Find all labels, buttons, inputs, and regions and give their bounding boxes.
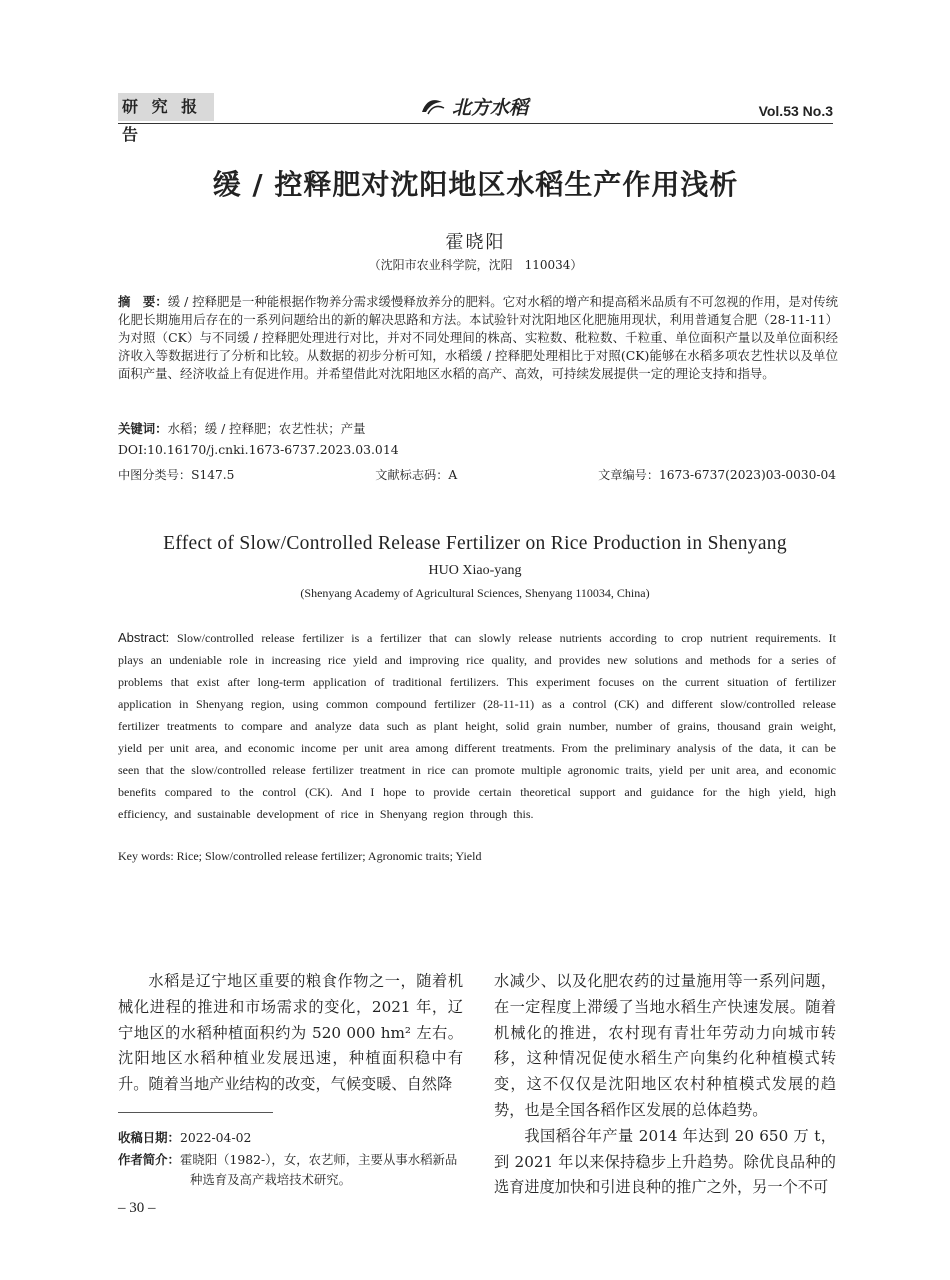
document-code: 文献标志码：A bbox=[375, 468, 458, 482]
keywords-zh bbox=[118, 419, 365, 437]
body-left-column bbox=[118, 969, 463, 1098]
article-number: 文章编号：1673-6737(2023)03-0030-04 bbox=[598, 468, 836, 482]
journal-logo bbox=[420, 94, 528, 118]
rice-logo-icon bbox=[420, 96, 446, 116]
header-rule bbox=[118, 123, 833, 124]
abstract-zh-text: 缓 / 控释肥是一种能根据作物养分需求缓慢释放养分的肥料。它对水稻的增产和提高稻米品质有不可忽视的作用，是对传统化肥长期施用后存在的一系列问题给出的新的解决思路和方法。本试验针对沈阳地区化肥施用现状，利用普通复合肥（28-11-11）为对照（CK）与不同缓 / 控释肥处理进行对比，并对不同处理间的株高、实粒数、秕粒数、千粒重、单位面积产量以及单位面积经济收入等数据进行了分析和比较。从数据的初步分析可知，水稻缓 / 控释肥处理相比于对照(CK)能够在水稻多项农艺性状以及单位面积产量、经济收益上有促进作用。并希望借此对沈阳地区水稻的高产、高效，可持续发展提供一定的理论支持和指导。 bbox=[118, 294, 838, 381]
paper-title-zh: 缓 / 控释肥对沈阳地区水稻生产作用浅析 bbox=[212, 168, 739, 201]
body-paragraph: 我国稻谷年产量 2014 年达到 20 650 万 t，到 2021 年以来保持稳步上升趋势。除优良品种的选育进度加快和引进良种的推广之外，另一个不可 bbox=[494, 1126, 836, 1197]
author-en: HUO Xiao-yang bbox=[428, 563, 522, 578]
doi: DOI:10.16170/j.cnki.1673-6737.2023.03.014 bbox=[118, 442, 399, 457]
footnote-rule bbox=[118, 1112, 273, 1113]
bio-label: 作者简介： bbox=[118, 1152, 180, 1167]
keywords-zh-text: 水稻；缓 / 控释肥；农艺性状；产量 bbox=[167, 421, 366, 436]
paper-title-en: Effect of Slow/Controlled Release Fertilizer on Rice Production in Shenyang bbox=[163, 533, 787, 554]
affiliation-en: (Shenyang Academy of Agricultural Sciences, Shenyang 110034, China) bbox=[300, 586, 650, 600]
abstract-en bbox=[118, 627, 836, 825]
body-paragraph: 水减少、以及化肥农药的过量施用等一系列问题，在一定程度上滞缓了当地水稻生产快速发展。随着机械化的推进，农村现有青壮年劳动力向城市转移，这种情况促使水稻生产向集约化种植模式转变，这不仅仅是沈阳地区农村种植模式发展的趋势，也是全国各稻作区发展的总体趋势。 bbox=[494, 972, 836, 1119]
bio-text: 霍晓阳（1982-），女，农艺师，主要从事水稻新品种选育及高产栽培技术研究。 bbox=[179, 1152, 458, 1187]
keywords-zh-label: 关键词： bbox=[118, 421, 168, 436]
received-date: 2022-04-02 bbox=[179, 1130, 252, 1145]
clc-number: 中图分类号：S147.5 bbox=[118, 468, 235, 482]
journal-name: 北方水稻 bbox=[452, 96, 529, 119]
abstract-zh bbox=[118, 293, 838, 383]
abstract-en-text: Slow/controlled release fertilizer is a fertilizer that can slowly release nutrients according to crop nutrient requirements. It plays an undeniable role in increasing rice yield and improving rice quality, and provides new solutions and methods for a series of problems that exist after long-term application of traditional fertilizers. This experiment focuses on the current situation of fertilizer application in Shenyang region, using common compound fertilizer (28-11-11) as a control (CK) and different slow/controlled release fertilizer treatments to compare and analyze data such as plant height, solid grain number, number of grains, thousand grain weight, yield per unit area, and economic income per unit area among different treatments. From the preliminary analysis of the data, it can be seen that the slow/controlled release fertilizer treatment in rice can promote multiple agronomic traits, yield per unit area, and economic benefits compared to the control (CK). And I hope to provide certain theoretical support and guidance for the high yield, high efficiency, and sustainable development of rice in Shenyang region through this. bbox=[118, 631, 837, 821]
abstract-zh-label: 摘 要： bbox=[118, 294, 168, 309]
abstract-en-label: Abstract: bbox=[118, 630, 170, 645]
footnote-received bbox=[118, 1128, 458, 1148]
page-number: – 30 – bbox=[118, 1200, 156, 1216]
keywords-en: Key words: Rice; Slow/controlled release fertilizer; Agronomic traits; Yield bbox=[118, 849, 482, 863]
received-label: 收稿日期： bbox=[118, 1130, 180, 1145]
volume-issue: Vol.53 No.3 bbox=[758, 103, 833, 119]
footnote-author-bio bbox=[118, 1150, 463, 1190]
section-tag: 研 究 报 告 bbox=[118, 93, 214, 121]
meta-row bbox=[118, 466, 836, 483]
body-paragraph: 水稻是辽宁地区重要的粮食作物之一，随着机械化进程的推进和市场需求的变化，2021 年，辽宁地区的水稻种植面积约为 520 000 hm² 左右。沈阳地区水稻种植业发展迅速，种植面积稳中有升。随着当地产业结构的改变，气候变暖、自然降 bbox=[118, 972, 463, 1094]
author-zh: 霍晓阳 bbox=[445, 232, 506, 253]
affiliation-zh: （沈阳市农业科学院，沈阳 110034） bbox=[368, 258, 583, 272]
body-right-column bbox=[494, 969, 836, 1201]
